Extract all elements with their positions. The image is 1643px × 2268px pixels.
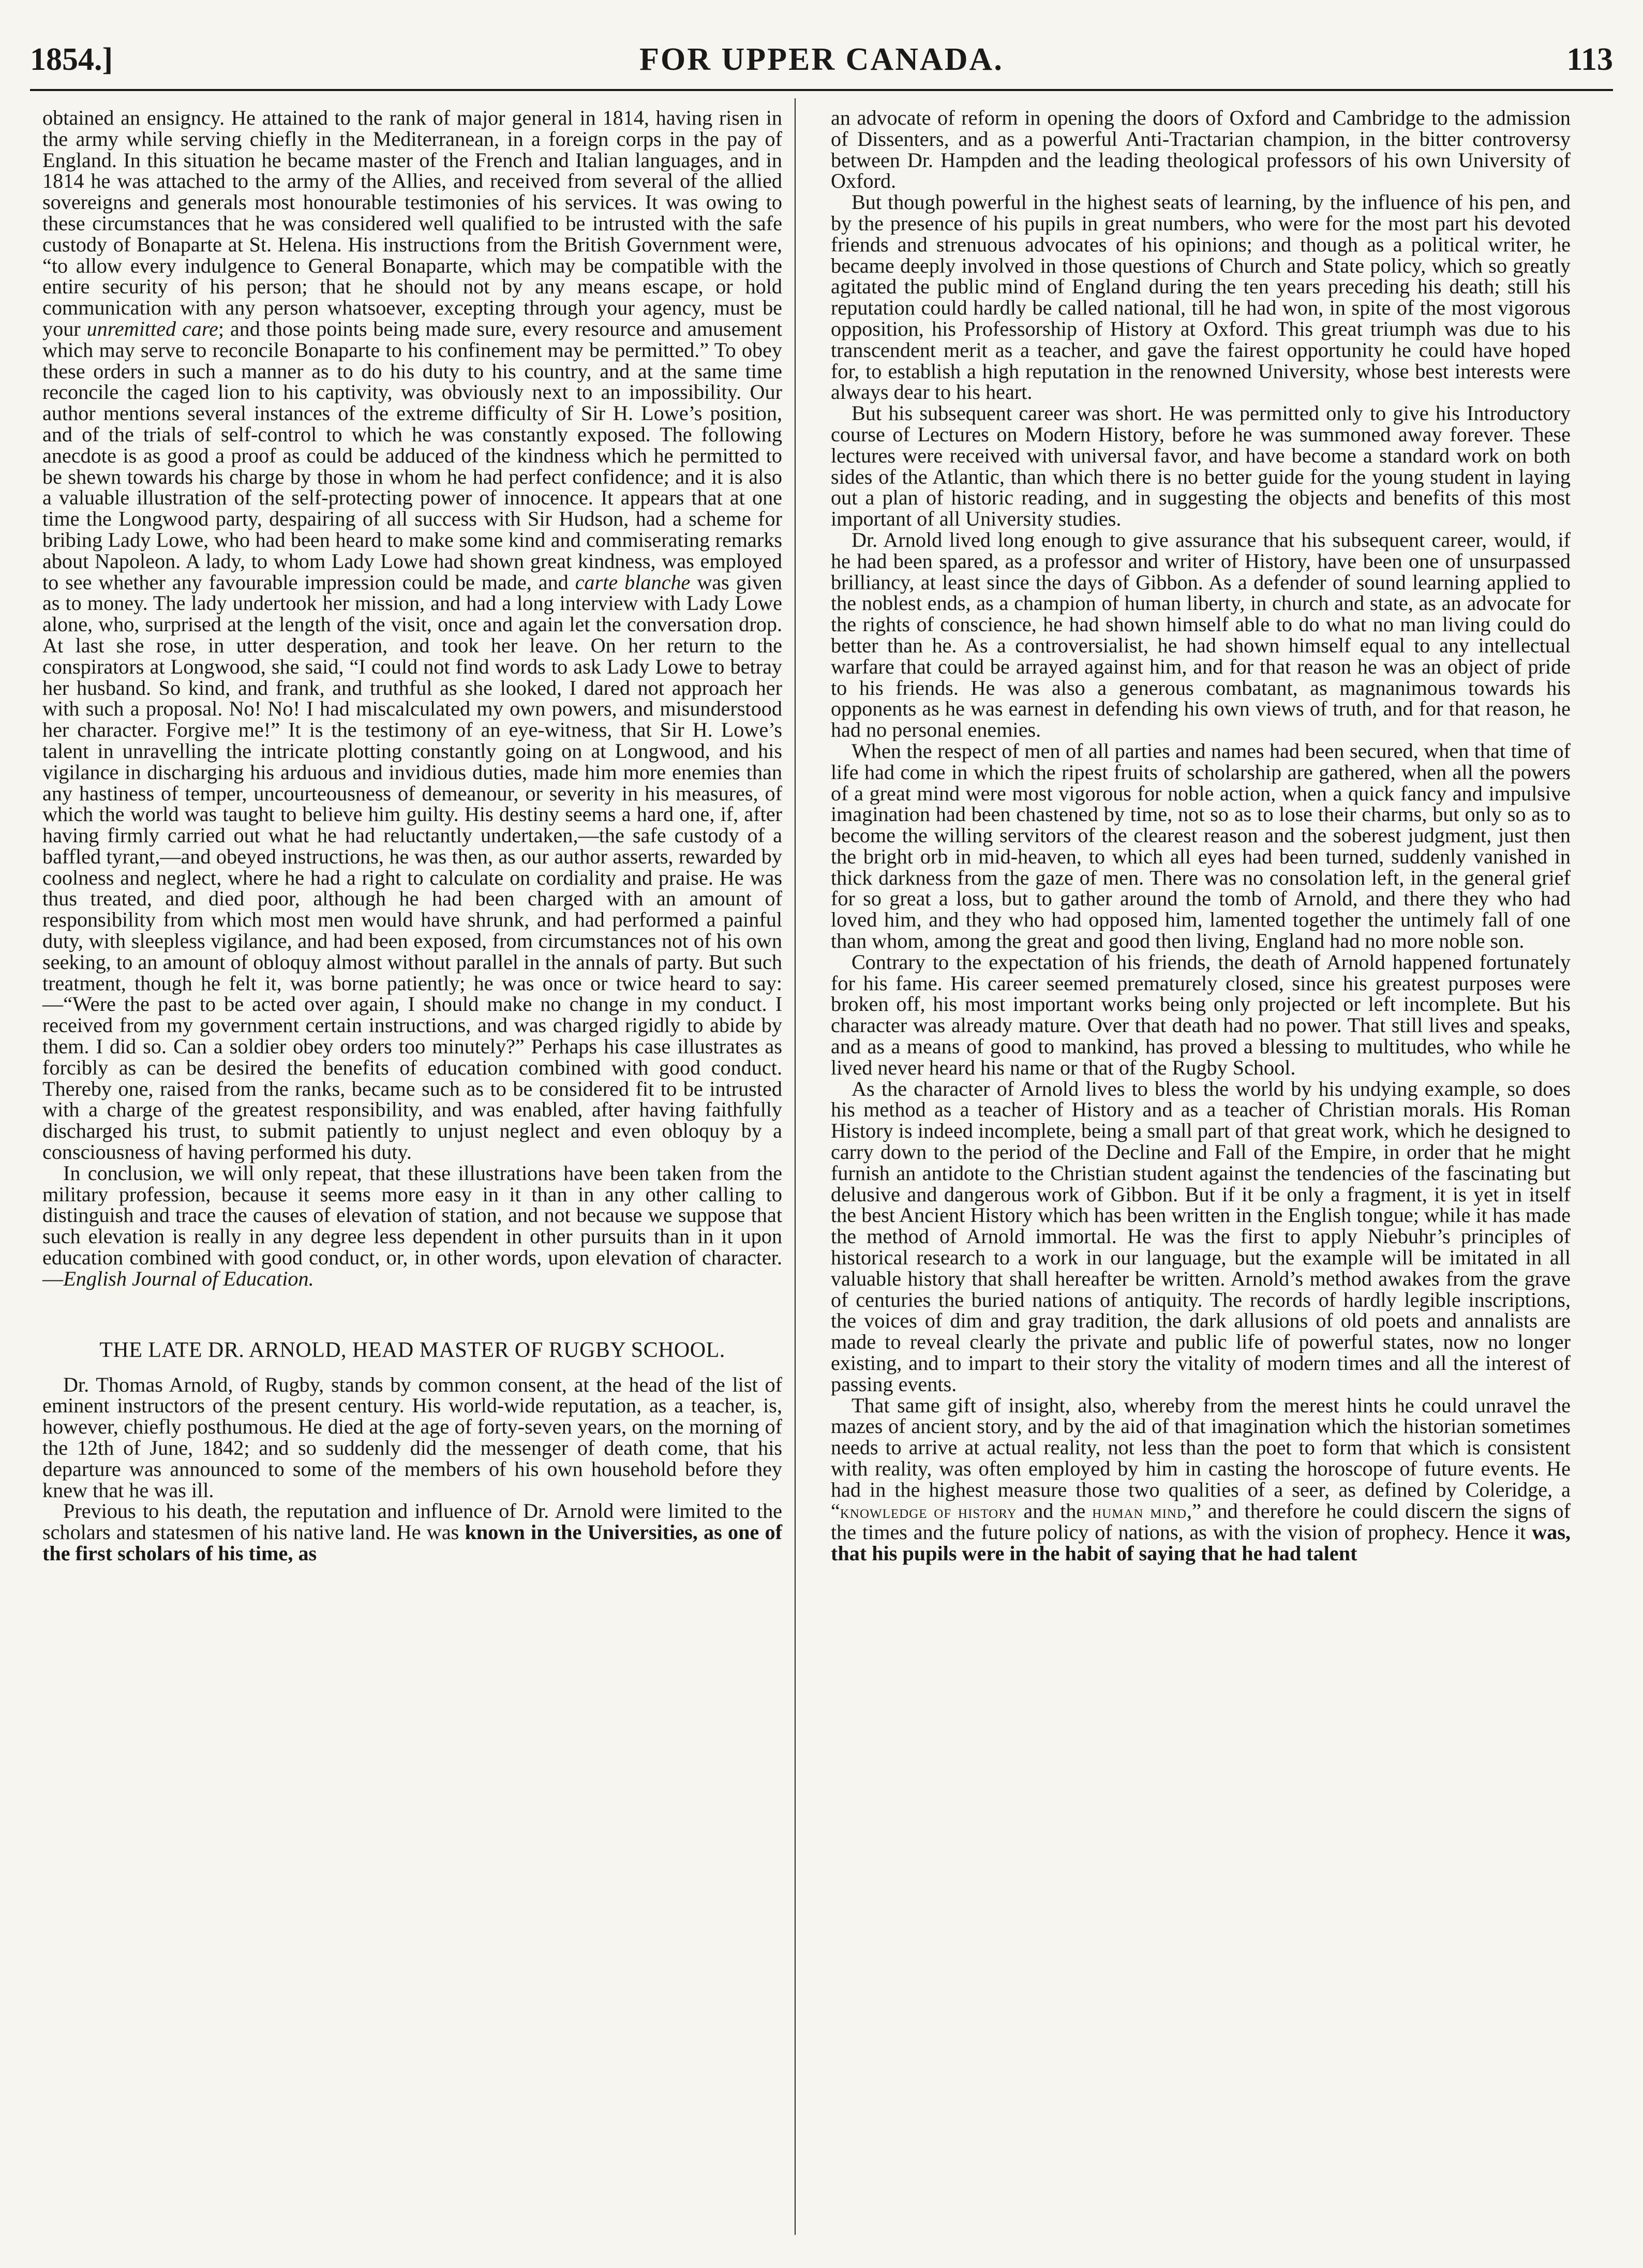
paragraph-conclusion: In conclusion, we will only repeat, that these illustrations have been taken from the military profession, because it seems more easy in it than in any other calling to distinguish and trace the causes of elevation of station, and not because we suppose that such elevation is really in any degree less dependent in other pursuits than in it upon education combined with good conduct, or, in other words, upon elevation of character.—English Journal of Education. — [42, 1161, 782, 1290]
article-heading: THE LATE DR. ARNOLD, HEAD MASTER OF RUGBY SCHOOL. — [99, 1338, 725, 1362]
paragraph: obtained an ensigncy. He attained to the rank of major general in 1814, having risen in the army while serving chiefly in the Mediterranean, in a foreign corps in the pay of England. In this situation he became master of the French and Italian languages, and in 1814 he was attached to the army of the Allies, and received from several of the allied sovereigns and generals most honourable testimonies of his services. It was owing to these circumstances that he was considered well qualified to be intrusted with the safe custody of Bonaparte at St. Helena. His instructions from the British Government were, “to allow every indulgence to General Bonaparte, which may be compatible with the entire security of his person; that he should not by any means escape, or hold communication with any person whatsoever, excepting through your agency, must be your unremitted care; and those points being made sure, every resource and amusement which may serve to reconcile Bonaparte to his confinement may be permitted.” To obey these orders in such a manner as to do his duty to his country, and at the same time reconcile the caged lion to his captivity, was obviously next to an impossibility. Our author mentions several instances of the extreme difficulty of Sir H. Lowe’s position, and of the trials of self-control to which he was constantly exposed. The following anecdote is as good a proof as could be adduced of the kindness which he permitted to be shewn towards his charge by those in whom he had perfect confidence; and it is also a valuable illustration of the self-protecting power of innocence. It appears that at one time the Longwood party, despairing of all success with Sir Hudson, had a scheme for bribing Lady Lowe, who had been heard to make some kind and commiserating remarks about Napoleon. A lady, to whom Lady Lowe had shown great kindness, was employed to see whether any favourable impression could be made, and carte blanche was given as to money. The lady undertook her mission, and had a long interview with Lady Lowe alone, who, surprised at the length of the visit, once and again let the conversation drop. At last she rose, in utter desperation, and took her leave. On her return to the conspirators at Longwood, she said, “I could not find words to ask Lady Lowe to betray her husband. So kind, and frank, and truthful as she looked, I dared not approach her with such a proposal. No! No! I had miscalculated my own powers, and misunderstood her character. Forgive me!” It is the testimony of an eye-witness, that Sir H. Lowe’s talent in unravelling the intricate plotting constantly going on at Longwood, and his vigilance in discharging his arduous and invidious duties, made him more enemies than any hastiness of temper, uncourteousness of demeanour, or severity in his measures, of which the world was taught to believe him guilty. His destiny seems a hard one, if, after having firmly carried out what he had reluctantly undertaken,—the safe custody of a baffled tyrant,—and obeyed instructions, he was then, as our author asserts, rewarded by coolness and neglect, where he had a right to calculate on cordiality and praise. He was thus treated, and died poor, although he had been charged with an amount of responsibility from which most men would have shrunk, and had performed a painful duty, with sleepless vigilance, and had been exposed, from circumstances not of his own seeking, to an amount of obloquy almost without parallel in the annals of party. But such treatment, though he felt it, was borne patiently; he was once or twice heard to say:—“Were the past to be acted over again, I should make no change in my conduct. I received from my government certain instructions, and was charged rigidly to abide by them. I did so. Can a soldier obey orders too minutely?” Perhaps his case illustrates as forcibly as can be desired the benefits of education combined with good conduct. Thereby one, raised from the ranks, became such as to be considered fit to be intrusted with a charge of the greatest responsibility, and was enabled, after having faithfully discharged his trust, to submit patiently to unjust neglect and even obloquy by a consciousness of having performed his duty. — [42, 106, 783, 1164]
paragraph: Contrary to the expectation of his friends, the death of Arnold happened fortunately for his fame. His career seemed prematurely closed, since his greatest purposes were broken off, his most important works being only projected or left incomplete. But his character was already mature. Over that death had no power. That still lives and speaks, and as a means of good to mankind, has proved a blessing to multitudes, who while he lived never heard his name or that of the Rugby School. — [831, 950, 1571, 1079]
source-citation: English Journal of Education. — [63, 1266, 314, 1290]
right-column — [831, 108, 1571, 1564]
paragraph: Dr. Thomas Arnold, of Rugby, stands by common consent, at the head of the list of eminent instructors of the present century. His world-wide reputation, as a teacher, is, however, chiefly posthumous. He died at the age of forty-seven years, on the morning of the 12th of June, 1842; and so suddenly did the messenger of death come, that his departure was announced to some of the members of his own household before they knew that he was ill. — [42, 1372, 782, 1502]
left-column — [42, 108, 782, 1564]
header-year: 1854.] — [30, 42, 113, 77]
column-divider — [795, 98, 796, 2235]
page-number: 113 — [1566, 42, 1613, 77]
paragraph: an advocate of reform in opening the doors of Oxford and Cambridge to the admission of Dissenters, and as a powerful Anti-Tractarian champion, in the bitter controversy between Dr. Hampden and the leading theological professors of his own University of Oxford. — [831, 106, 1571, 193]
paragraph: When the respect of men of all parties and names had been secured, when that time of life had come in which the ripest fruits of scholarship are gathered, when all the powers of a great mind were most vigorous for noble action, when a quick fancy and impulsive imagination had been chastened by time, not so as to lose their charms, but only so as to become the willing servitors of the clearest reason and the soberest judgment, just then the bright orb in mid-heaven, to which all eyes had been turned, suddenly vanished in thick darkness from the gaze of men. There was no consolation left, in the general grief for so great a loss, but to gather around the tomb of Arnold, and there they who had loved him, and they who had opposed him, lamented together the untimely fall of one than whom, among the great and good then living, England had no more noble son. — [831, 739, 1571, 953]
paragraph: But though powerful in the highest seats of learning, by the influence of his pen, and by the presence of his pupils in great numbers, who were for the most part his devoted friends and strenuous advocates of his opinions; and though as a political writer, he became deeply involved in those questions of Church and State policy, which so greatly agitated the public mind of England during the ten years preceding his death; still his reputation could hardly be called national, till he had won, in spite of the most vigorous opposition, his Professorship of History at Oxford. This great triumph was due to his transcendent merit as a teacher, and gave the fairest opportunity he could have hoped for, to establish a high reputation in the renowned University, whose best interests were always dear to his heart. — [831, 190, 1571, 404]
paragraph: Dr. Arnold lived long enough to give assurance that his subsequent career, would, if he had been spared, as a professor and writer of History, have been one of unsurpassed brilliancy, at least since the days of Gibbon. As a defender of sound learning applied to the noblest ends, as a champion of human liberty, in church and state, as an advocate for the rights of conscience, he had shown himself able to do what no man living could do better than he. As a controversialist, he had shown himself equal to any intellectual warfare that could be arrayed against him, and for that reason he was an object of pride to his friends. He was also a generous combatant, as magnanimous towards his opponents as he was earnest in defending his own views of truth, and for that reason, he had no personal enemies. — [831, 528, 1571, 742]
header-title: FOR UPPER CANADA. — [639, 42, 1004, 77]
paragraph: Previous to his death, the reputation and influence of Dr. Arnold were limited to the scholars and statesmen of his native land. He was known in the Universities, as one of the first scholars of his time, as — [42, 1499, 782, 1565]
paragraph: But his subsequent career was short. He was permitted only to give his Introductory course of Lectures on Modern History, before he was summoned away forever. These lectures were received with universal favor, and have become a standard work on both sides of the Atlantic, than which there is no better guide for the young student in laying out a plan of historic reading, and in suggesting the objects and benefits of this most important of all University studies. — [831, 401, 1571, 531]
paragraph: As the character of Arnold lives to bless the world by his undying example, so does his method as a teacher of History and as a teacher of Christian morals. His Roman History is indeed incomplete, being a small part of that great work, which he designed to carry down to the period of the Decline and Fall of the Empire, in order that he might furnish an antidote to the Christian student against the tendencies of the fascinating but delusive and dangerous work of Gibbon. But if it be only a fragment, it is yet in itself the best Ancient History which has been written in the English tongue; while it has made the method of Arnold immortal. He was the first to apply Niebuhr’s principles of historical research to a work in our language, but the example will be imitated in all valuable history that shall hereafter be written. Arnold’s method awakes from the grave of centuries the buried nations of antiquity. The records of hardly legible inscriptions, the voices of dim and gray tradition, the dark allusions of old poets and annalists are made to reveal clearly the private and public life of powerful states, now no longer existing, and to impart to their story the vitality of modern times and all the interest of passing events. — [831, 1077, 1571, 1396]
paragraph: That same gift of insight, also, whereby from the merest hints he could unravel the mazes of ancient story, and by the aid of that imagination which the historian sometimes needs to arrive at actual reality, not less than the poet to form that which is consistent with reality, was often employed by him in casting the horoscope of future events. He had in the highest measure those two qualities of a seer, as defined by Coleridge, a “knowledge of history and the human mind,” and therefore he could discern the signs of the times and the future policy of nations, as with the vision of prophecy. Hence it was, that his pupils were in the habit of saying that he had talent — [831, 1393, 1571, 1565]
header-rule — [30, 89, 1613, 91]
